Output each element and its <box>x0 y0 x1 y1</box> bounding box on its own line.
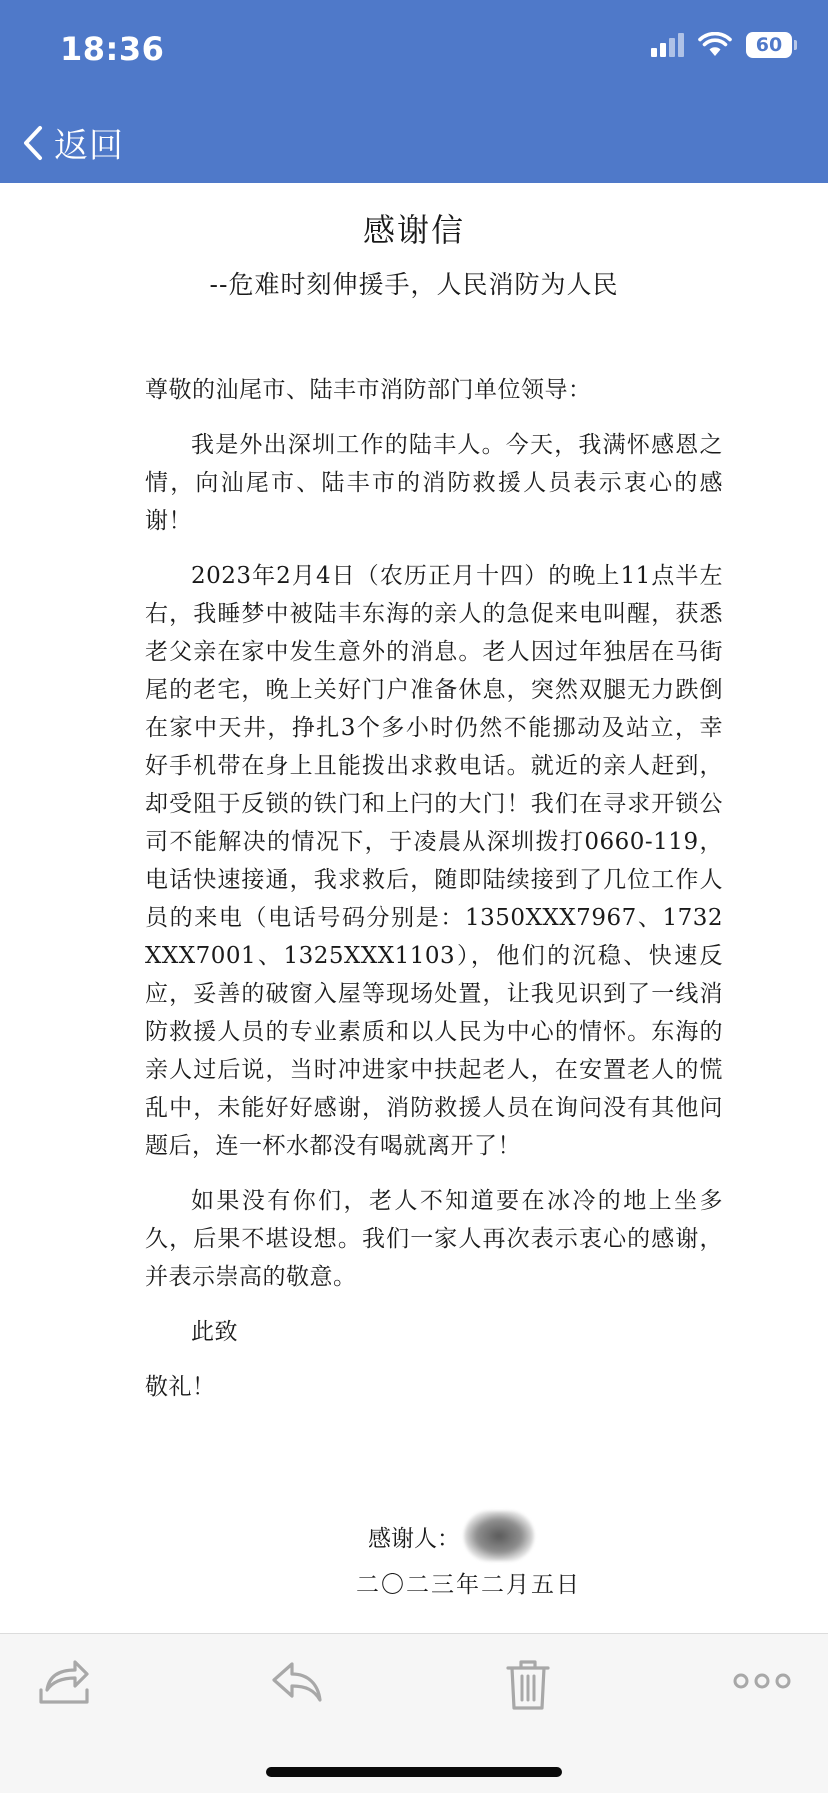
more-icon <box>732 1656 792 1706</box>
redacted-name <box>464 1511 534 1561</box>
wifi-icon <box>698 32 732 58</box>
bottom-toolbar <box>0 1633 828 1793</box>
letter-date: 二〇二三年二月五日 <box>356 1572 581 1598</box>
battery-level: 60 <box>755 34 783 56</box>
cellular-signal-icon <box>651 33 684 57</box>
letter-paragraph: 2023年2月4日（农历正月十四）的晚上11点半左右，我睡梦中被陆丰东海的亲人的急促来电叫醒，获悉老父亲在家中发生意外的消息。老人因过年独居在马街尾的老宅，晚上关好门户准备休息，突然双腿无力跌倒在家中天井，挣扎3个多小时仍然不能挪动及站立，幸好手机带在身上且能拨出求救电话。就近的亲人赶到，却受阻于反锁的铁门和上闩的大门！我们在寻求开锁公司不能解决的情况下，于凌晨从深圳拨打0660-119，电话快速接通，我求救后，随即陆续接到了几位工作人员的来电（电话号码分别是：1350XXX7967、1732XXX7001、1325XXX1103），他们的沉稳、快速反应，妥善的破窗入屋等现场处置，让我见识到了一线消防救援人员的专业素质和以人民为中心的情怀。东海的亲人过后说，当时冲进家中扶起老人，在安置老人的慌乱中，未能好好感谢，消防救援人员在询问没有其他问题后，连一杯水都没有喝就离开了！ <box>145 563 723 1159</box>
delete-button[interactable] <box>500 1656 560 1716</box>
letter-paragraph: 我是外出深圳工作的陆丰人。今天，我满怀感恩之情，向汕尾市、陆丰市的消防救援人员表示衷心的感谢！ <box>145 432 723 534</box>
back-button[interactable] <box>22 118 124 167</box>
share-button[interactable] <box>37 1656 97 1716</box>
signer-label: 感谢人： <box>368 1525 460 1552</box>
battery-icon <box>746 32 792 58</box>
reply-button[interactable] <box>270 1656 330 1716</box>
share-icon <box>37 1656 93 1706</box>
more-button[interactable] <box>732 1656 792 1716</box>
home-indicator[interactable] <box>266 1767 562 1777</box>
trash-icon <box>500 1656 556 1712</box>
letter-paragraph: 如果没有你们，老人不知道要在冰冷的地上坐多久，后果不堪设想。我们一家人再次表示衷心的感谢，并表示崇高的敬意。 <box>145 1188 723 1290</box>
letter-salutation: 尊敬的汕尾市、陆丰市消防部门单位领导： <box>145 377 592 403</box>
letter-closing-1: 此致 <box>191 1319 238 1345</box>
signer <box>368 1511 534 1561</box>
reply-icon <box>270 1656 326 1706</box>
app-header <box>0 0 828 183</box>
back-label: 返回 <box>54 126 124 166</box>
status-icons <box>651 32 792 58</box>
letter-closing-2: 敬礼！ <box>145 1374 216 1400</box>
letter-content <box>0 183 828 1633</box>
status-time: 18:36 <box>60 30 165 68</box>
chevron-left-icon <box>22 125 44 161</box>
letter-subtitle: --危难时刻伸援手，人民消防为人民 <box>209 270 619 299</box>
letter-title: 感谢信 <box>362 211 465 249</box>
letter-body <box>145 371 723 1423</box>
